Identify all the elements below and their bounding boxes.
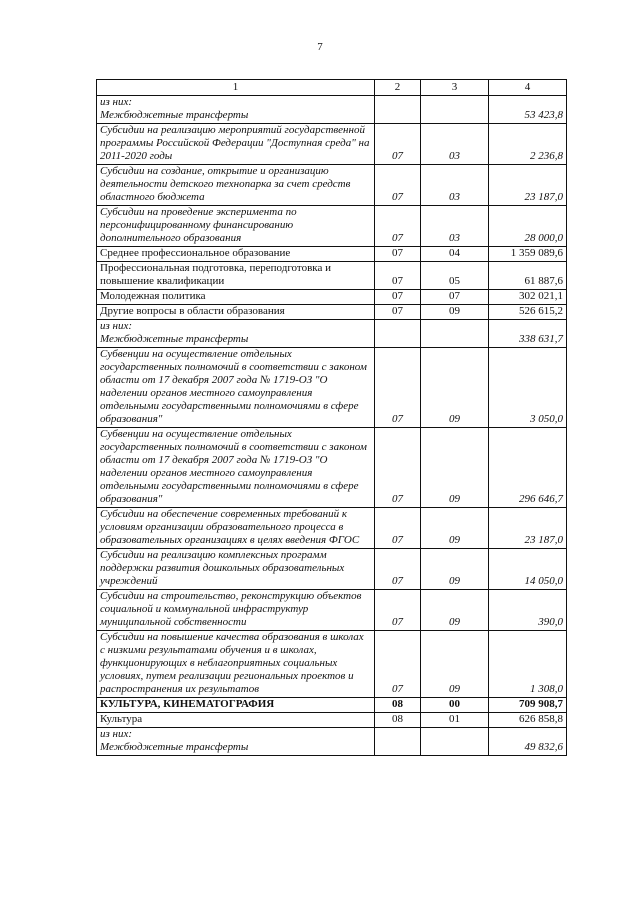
amount-cell: 302 021,1	[489, 290, 567, 305]
amount-cell: 390,0	[489, 590, 567, 631]
amount-cell: 3 050,0	[489, 348, 567, 428]
subsection-code-cell: 00	[421, 698, 489, 713]
row-subheading: из них:	[100, 728, 133, 740]
row-subheading: из них:	[100, 96, 133, 108]
subsection-code-cell: 09	[421, 631, 489, 698]
row-label: Межбюджетные трансферты	[100, 333, 249, 345]
row-name-cell	[97, 320, 375, 348]
section-code-cell: 07	[375, 348, 421, 428]
row-name-cell	[97, 698, 375, 713]
row-label: Субсидии на реализацию комплексных программ поддержки развития дошкольных образовательных учреждений	[100, 549, 345, 587]
row-name-cell	[97, 124, 375, 165]
budget-table	[96, 79, 567, 756]
section-code-cell	[375, 320, 421, 348]
table-row	[97, 96, 567, 124]
section-code-cell: 07	[375, 508, 421, 549]
amount-cell: 28 000,0	[489, 206, 567, 247]
table-row	[97, 698, 567, 713]
row-name-cell	[97, 290, 375, 305]
row-name-cell	[97, 508, 375, 549]
section-code-cell: 07	[375, 247, 421, 262]
table-row	[97, 348, 567, 428]
amount-cell: 2 236,8	[489, 124, 567, 165]
row-label: Межбюджетные трансферты	[100, 741, 249, 753]
table-row	[97, 305, 567, 320]
amount-cell: 709 908,7	[489, 698, 567, 713]
subsection-code-cell: 04	[421, 247, 489, 262]
row-label: Профессиональная подготовка, переподготовка и повышение квалификации	[100, 262, 331, 287]
subsection-code-cell	[421, 728, 489, 756]
subsection-code-cell: 03	[421, 206, 489, 247]
amount-cell: 23 187,0	[489, 165, 567, 206]
row-label: Среднее профессиональное образование	[100, 247, 291, 259]
row-label: Субвенции на осуществление отдельных государственных полномочий в соответствии с законом области от 17 декабря 2007 года № 1719-ОЗ "О наделении органов местного самоуправления отдельными государственными полномочиями в сфере образования"	[100, 428, 367, 505]
amount-cell: 626 858,8	[489, 713, 567, 728]
amount-cell: 49 832,6	[489, 728, 567, 756]
section-code-cell: 07	[375, 590, 421, 631]
section-code-cell	[375, 96, 421, 124]
section-code-cell: 07	[375, 305, 421, 320]
row-name-cell	[97, 631, 375, 698]
row-name-cell	[97, 206, 375, 247]
section-code-cell: 08	[375, 713, 421, 728]
row-label: Субсидии на строительство, реконструкцию объектов социальной и коммунальной инфраструктур муниципальной собственности	[100, 590, 362, 628]
row-label: Межбюджетные трансферты	[100, 109, 249, 121]
subsection-code-cell	[421, 96, 489, 124]
subsection-code-cell: 01	[421, 713, 489, 728]
amount-cell: 61 887,6	[489, 262, 567, 290]
subsection-code-cell: 09	[421, 508, 489, 549]
section-code-cell: 07	[375, 124, 421, 165]
table-row	[97, 290, 567, 305]
header-row	[97, 80, 567, 96]
subsection-code-cell: 09	[421, 305, 489, 320]
header-cell-1: 1	[97, 80, 375, 96]
row-subheading: из них:	[100, 320, 133, 332]
amount-cell: 296 646,7	[489, 428, 567, 508]
table-row	[97, 713, 567, 728]
table-row	[97, 590, 567, 631]
row-label: Другие вопросы в области образования	[100, 305, 285, 317]
subsection-code-cell: 05	[421, 262, 489, 290]
subsection-code-cell: 09	[421, 549, 489, 590]
subsection-code-cell: 03	[421, 165, 489, 206]
table-row	[97, 247, 567, 262]
section-code-cell: 07	[375, 206, 421, 247]
subsection-code-cell: 09	[421, 590, 489, 631]
row-name-cell	[97, 262, 375, 290]
section-code-cell	[375, 728, 421, 756]
table-row	[97, 206, 567, 247]
row-label: Субсидии на повышение качества образования в школах с низкими результатами обучения и в школах, функционирующих в неблагоприятных социальных условиях, путем реализации региональных проектов и распространения их результатов	[100, 631, 364, 695]
header-cell-2: 2	[375, 80, 421, 96]
subsection-code-cell: 03	[421, 124, 489, 165]
table-row	[97, 124, 567, 165]
amount-cell: 23 187,0	[489, 508, 567, 549]
row-name-cell	[97, 428, 375, 508]
section-code-cell: 07	[375, 262, 421, 290]
section-code-cell: 08	[375, 698, 421, 713]
row-label: Субвенции на осуществление отдельных государственных полномочий в соответствии с законом области от 17 декабря 2007 года № 1719-ОЗ "О наделении органов местного самоуправления отдельными государственными полномочиями в сфере образования"	[100, 348, 367, 425]
subsection-code-cell: 07	[421, 290, 489, 305]
amount-cell: 1 359 089,6	[489, 247, 567, 262]
section-code-cell: 07	[375, 631, 421, 698]
page-number: 7	[317, 41, 323, 53]
row-label: Субсидии на реализацию мероприятий государственной программы Российской Федерации "Доступная среда" на 2011-2020 годы	[100, 124, 370, 162]
subsection-code-cell	[421, 320, 489, 348]
row-label: Культура	[100, 713, 143, 725]
row-label: Субсидии на создание, открытие и организацию деятельности детского технопарка за счет средств областного бюджета	[100, 165, 351, 203]
table-row	[97, 631, 567, 698]
row-label: Субсидии на проведение эксперимента по персонифицированному финансированию дополнительного образования	[100, 206, 297, 244]
subsection-code-cell: 09	[421, 348, 489, 428]
table-row	[97, 508, 567, 549]
section-code-cell: 07	[375, 549, 421, 590]
row-name-cell	[97, 348, 375, 428]
table-row	[97, 549, 567, 590]
section-code-cell: 07	[375, 428, 421, 508]
table-row	[97, 262, 567, 290]
row-name-cell	[97, 728, 375, 756]
amount-cell: 1 308,0	[489, 631, 567, 698]
amount-cell: 526 615,2	[489, 305, 567, 320]
row-label: КУЛЬТУРА, КИНЕМАТОГРАФИЯ	[100, 698, 275, 710]
row-name-cell	[97, 305, 375, 320]
subsection-code-cell: 09	[421, 428, 489, 508]
amount-cell: 14 050,0	[489, 549, 567, 590]
row-name-cell	[97, 590, 375, 631]
amount-cell: 53 423,8	[489, 96, 567, 124]
table-row	[97, 320, 567, 348]
table-row	[97, 428, 567, 508]
table-row	[97, 728, 567, 756]
header-cell-4: 4	[489, 80, 567, 96]
row-name-cell	[97, 713, 375, 728]
row-name-cell	[97, 165, 375, 206]
section-code-cell: 07	[375, 290, 421, 305]
row-label: Молодежная политика	[100, 290, 206, 302]
section-code-cell: 07	[375, 165, 421, 206]
row-name-cell	[97, 96, 375, 124]
row-name-cell	[97, 247, 375, 262]
table-row	[97, 165, 567, 206]
header-cell-3: 3	[421, 80, 489, 96]
row-name-cell	[97, 549, 375, 590]
row-label: Субсидии на обеспечение современных требований к условиям организации образовательного процесса в образовательных организациях в целях введения ФГОС	[100, 508, 360, 546]
amount-cell: 338 631,7	[489, 320, 567, 348]
